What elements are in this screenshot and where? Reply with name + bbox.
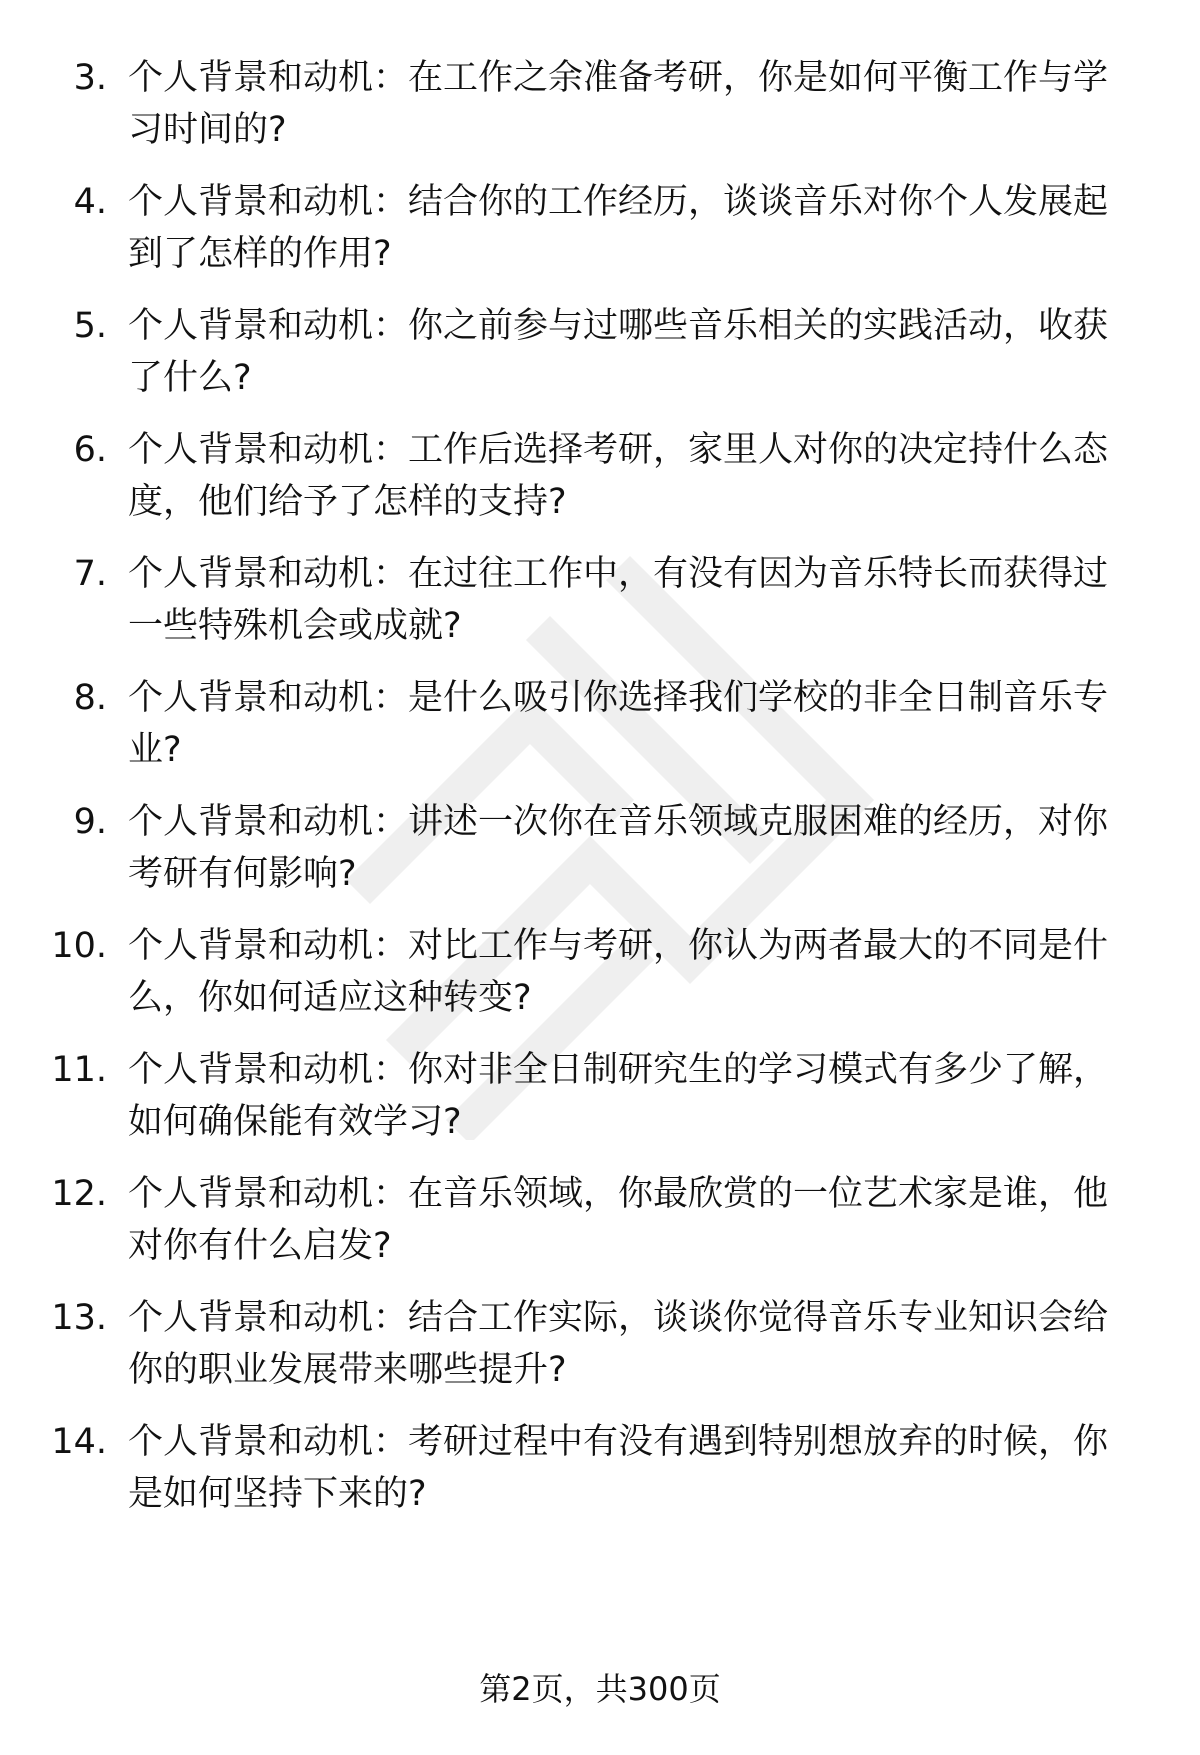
question-number: 7. (73, 554, 107, 594)
list-item (0, 672, 1200, 776)
question-text: 个人背景和动机：你对非全日制研究生的学习模式有多少了解，如何确保能有效学习? (128, 1050, 1109, 1142)
list-item (0, 176, 1200, 280)
list-item (0, 1044, 1200, 1148)
page-number-label: 第2页，共300页 (479, 1670, 721, 1708)
question-text: 个人背景和动机：讲述一次你在音乐领域克服困难的经历，对你考研有何影响? (128, 802, 1109, 894)
question-text: 个人背景和动机：对比工作与考研，你认为两者最大的不同是什么，你如何适应这种转变? (128, 926, 1109, 1018)
page-footer (0, 1667, 1200, 1711)
question-text: 个人背景和动机：你之前参与过哪些音乐相关的实践活动，收获了什么? (128, 306, 1109, 398)
list-item (0, 920, 1200, 1024)
list-item (0, 1168, 1200, 1272)
question-number: 10. (51, 926, 107, 966)
list-item (0, 1292, 1200, 1396)
list-item (0, 796, 1200, 900)
question-number: 6. (73, 430, 107, 470)
question-text: 个人背景和动机：在音乐领域，你最欣赏的一位艺术家是谁，他对你有什么启发? (128, 1174, 1109, 1266)
question-number: 12. (51, 1174, 107, 1214)
question-text: 个人背景和动机：工作后选择考研，家里人对你的决定持什么态度，他们给予了怎样的支持? (128, 430, 1109, 522)
list-item (0, 424, 1200, 528)
question-number: 11. (51, 1050, 107, 1090)
question-text: 个人背景和动机：结合你的工作经历，谈谈音乐对你个人发展起到了怎样的作用? (128, 182, 1109, 274)
question-text: 个人背景和动机：在工作之余准备考研，你是如何平衡工作与学习时间的? (128, 58, 1109, 150)
list-item (0, 548, 1200, 652)
question-text: 个人背景和动机：考研过程中有没有遇到特别想放弃的时候，你是如何坚持下来的? (128, 1422, 1109, 1514)
question-number: 5. (73, 306, 107, 346)
question-text: 个人背景和动机：在过往工作中，有没有因为音乐特长而获得过一些特殊机会或成就? (128, 554, 1109, 646)
question-number: 3. (73, 58, 107, 98)
question-number: 13. (51, 1298, 107, 1338)
list-item (0, 1416, 1200, 1520)
question-text: 个人背景和动机：结合工作实际，谈谈你觉得音乐专业知识会给你的职业发展带来哪些提升? (128, 1298, 1109, 1390)
question-number: 14. (51, 1422, 107, 1462)
list-item (0, 52, 1200, 156)
question-number: 4. (73, 182, 107, 222)
question-number: 9. (73, 802, 107, 842)
list-item (0, 300, 1200, 404)
question-number: 8. (73, 678, 107, 718)
question-text: 个人背景和动机：是什么吸引你选择我们学校的非全日制音乐专业? (128, 678, 1109, 770)
